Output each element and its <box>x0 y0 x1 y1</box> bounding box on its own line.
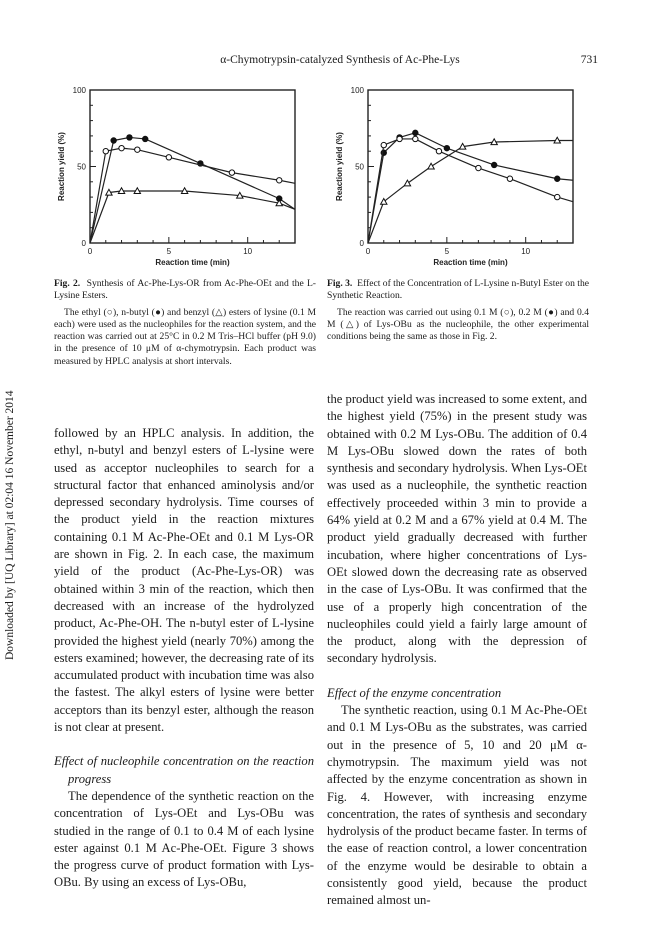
data-point <box>507 176 512 181</box>
x-tick-label: 0 <box>87 247 93 256</box>
data-point <box>428 163 434 169</box>
figure-2-chart <box>40 80 310 270</box>
data-point <box>397 136 402 141</box>
series-line <box>368 133 573 243</box>
data-point <box>127 135 132 140</box>
series-line <box>368 139 573 243</box>
series-line <box>90 148 295 243</box>
y-axis-label: Reaction yield (%) <box>335 132 344 201</box>
series-line <box>90 191 295 243</box>
figure-3-legend-text: The reaction was carried out using 0.1 M (○), 0.2 M (●) and 0.4 M (△) of Lys-OBu as the nucleophile, the other experimental conditions being the same as those in Fig. 2. <box>327 306 589 343</box>
data-point <box>436 149 441 154</box>
left-column <box>54 425 314 892</box>
paragraph: followed by an HPLC analysis. In addition, the ethyl, n-butyl and benzyl esters of L-lysine were used as acceptor nucleophiles to search for a structural factor that enhanced aminolysis and/or depressed secondary hydrolysis. Time courses of the product yield in the reaction mixtures containing 0.1 M Ac-Phe-OEt and 0.1 M Lys-OR are shown in Fig. 2. In each case, the maximum yield of the product (Ac-Phe-Lys-OR) was obtained within 3 min of the reaction, which then decreased with an increase of the hydrolyzed product, Ac-Phe-OH. The n-butyl ester of L-lysine provided the highest yield (nearly 70%) among the esters examined; however, the decreasing rate of its accumulated product with incubation time was also the fastest. The alkyl esters of lysine were better acceptors than its benzyl ester, although the reason is not clear at present. <box>54 426 314 735</box>
paragraph: The synthetic reaction, using 0.1 M Ac-Phe-OEt and 0.1 M Lys-OBu as the substrates, was carried out in the presence of 5, 10 and 20 μM α-chymotrypsin. The maximum yield was not affected by the enzyme concentration as shown in Fig. 4. However, with increasing enzyme concentration, the rates of synthesis and secondary hydrolysis of the product became faster. In terms of the ease of reaction control, a lower concentration of the enzyme would be desirable to obtain a consistently good yield, because the product remained almost un- <box>327 703 587 908</box>
data-point <box>555 194 560 199</box>
figure-2-caption <box>54 278 316 368</box>
data-point <box>476 165 481 170</box>
y-tick-label: 50 <box>77 162 86 172</box>
paragraph: the product yield was increased to some extent, and the highest yield (75%) in the present study was obtained with 0.2 M Lys-OBu. The addition of 0.4 M Lys-OBu slowed down the rates of both synthesis and secondary hydrolysis. When Lys-OEt was used as a nucleophile, the synthetic reaction effectively proceeded within 3 min to provide a 64% yield at 0.2 M and a 67% yield at 0.4 M. The product yield gradually decreased with further incubation, where higher concentrations of Lys-OEt slowed down the decreasing rate as observed in the case of Lys-OBu. It was confirmed that the use of a properly high concentration of the nucleophiles could yield a fairly large amount of the product, along with the depression of secondary hydrolysis. <box>327 392 587 666</box>
figure-3-chart <box>318 80 588 270</box>
data-point <box>413 130 418 135</box>
data-point <box>413 136 418 141</box>
data-point <box>491 162 496 167</box>
figure-2-title: Synthesis of Ac-Phe-Lys-OR from Ac-Phe-OEt and the L-Lysine Esters. <box>54 278 316 302</box>
y-tick-label: 0 <box>81 239 86 248</box>
x-tick-label: 10 <box>521 247 531 256</box>
data-point <box>229 170 234 175</box>
y-tick-label: 100 <box>72 86 86 95</box>
y-tick-label: 0 <box>359 239 364 248</box>
figure-3-caption <box>327 278 589 343</box>
plot-frame <box>90 90 295 243</box>
x-axis-label: Reaction time (min) <box>433 258 508 267</box>
right-column <box>327 391 587 910</box>
page-number: 731 <box>580 54 598 66</box>
data-point <box>381 142 386 147</box>
section-heading: Effect of nucleophile concentration on the reaction progress <box>54 754 314 786</box>
y-tick-label: 100 <box>350 86 364 95</box>
data-point <box>119 145 124 150</box>
x-tick-label: 5 <box>166 247 172 256</box>
figure-3-title: Effect of the Concentration of L-Lysine n-Butyl Ester on the Synthetic Reaction. <box>327 278 590 302</box>
y-axis-label: Reaction yield (%) <box>57 132 66 201</box>
running-head: α-Chymotrypsin-catalyzed Synthesis of Ac-Phe-Lys <box>220 54 460 66</box>
x-axis-label: Reaction time (min) <box>155 258 230 267</box>
x-tick-label: 0 <box>365 247 371 256</box>
figure-3-label: Fig. 3. <box>327 278 353 289</box>
y-tick-label: 50 <box>355 162 364 172</box>
data-point <box>555 176 560 181</box>
data-point <box>404 180 410 186</box>
data-point <box>142 136 147 141</box>
figure-2-label: Fig. 2. <box>54 278 81 289</box>
x-tick-label: 10 <box>243 247 253 256</box>
data-point <box>277 178 282 183</box>
data-point <box>103 149 108 154</box>
plot-frame <box>368 90 573 243</box>
x-tick-label: 5 <box>444 247 450 256</box>
figure-2-legend-text: The ethyl (○), n-butyl (●) and benzyl (△) esters of lysine (0.1 M each) were used as the nucleophiles for the reaction system, and the reaction was carried out at 25°C in 0.2 M Tris–HCl buffer (pH 9.0) in the presence of 10 μM of α-chymotrypsin. Each product was measured by HPLC analysis at short intervals. <box>54 306 316 367</box>
data-point <box>111 138 116 143</box>
data-point <box>444 145 449 150</box>
paragraph: The dependence of the synthetic reaction on the concentration of Lys-OEt and Lys-OBu was studied in the range of 0.1 to 0.4 M of each lysine ester against 0.1 M Ac-Phe-OEt. Figure 3 shows the progress curve of product formation with Lys-OBu. By using an excess of Lys-OBu, <box>54 788 314 890</box>
data-point <box>166 155 171 160</box>
section-heading: Effect of the enzyme concentration <box>327 685 502 700</box>
data-point <box>135 147 140 152</box>
download-notice: Downloaded by [UQ Library] at 02:04 16 November 2014 <box>4 390 16 660</box>
